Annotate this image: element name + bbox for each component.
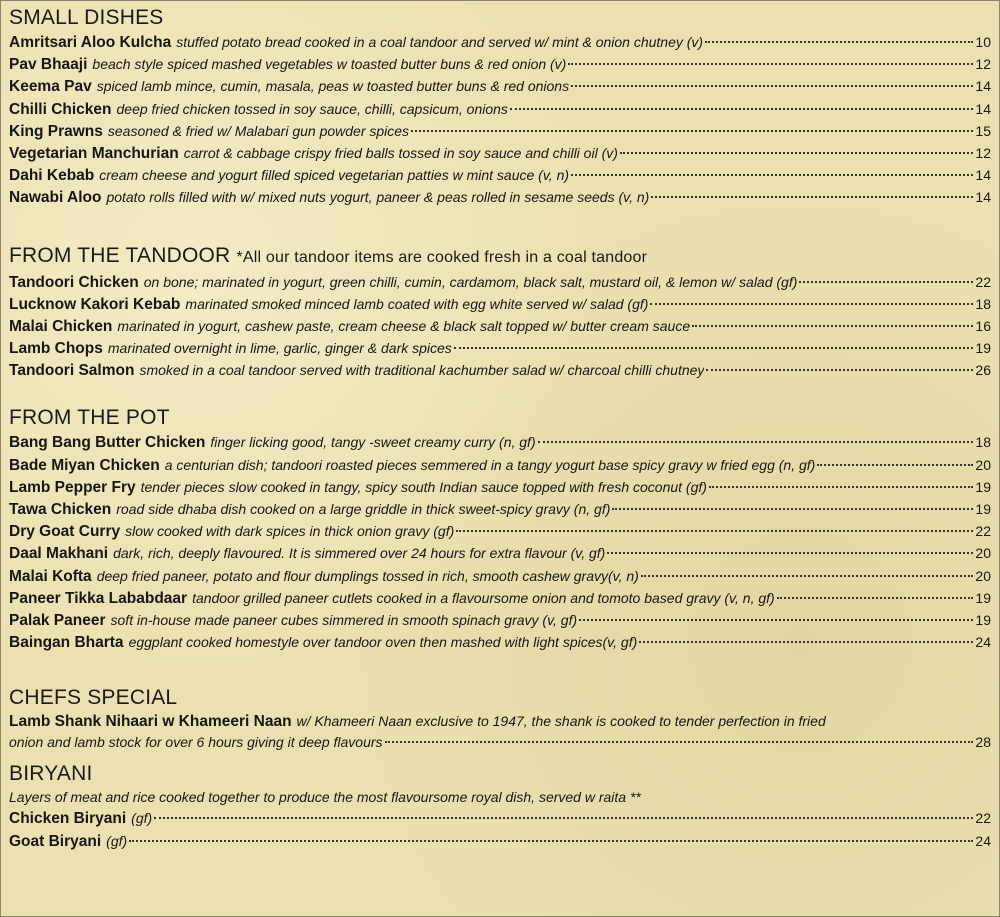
menu-item [9, 120, 991, 142]
item-price: 12 [975, 144, 991, 161]
dot-leader [385, 741, 974, 743]
section-title-tandoor [9, 243, 991, 271]
menu-item [9, 359, 991, 381]
dot-leader [571, 174, 973, 176]
menu-item [9, 609, 991, 631]
dot-leader [706, 369, 973, 371]
item-price: 20 [975, 456, 991, 473]
item-description: (gf) [106, 832, 128, 849]
dot-leader [568, 63, 973, 65]
item-description: on bone; marinated in yogurt, green chilli, cumin, cardamom, black salt, mustard oil, & lemon w/ salad (gf) [143, 273, 798, 290]
item-price: 24 [975, 634, 991, 651]
item-price: 10 [975, 34, 991, 50]
item-description: road side dhaba dish cooked on a large griddle in thick sweet-spicy gravy (n, gf) [116, 501, 611, 517]
dot-leader [607, 552, 973, 554]
item-name: Lucknow Kakori Kebab [9, 295, 181, 313]
item-description: stuffed potato bread cooked in a coal tandoor and served w/ mint & onion chutney (v) [176, 34, 704, 50]
item-name: Pav Bhaaji [9, 56, 88, 74]
menu-item [9, 142, 991, 164]
biryani-intro: Layers of meat and rice cooked together to produce the most flavoursome royal dish, served w raita ** [9, 789, 641, 806]
dot-leader [510, 108, 973, 110]
item-description: seasoned & fried w/ Malabari gun powder spices [107, 122, 410, 139]
item-price: 18 [975, 434, 991, 451]
menu-item [9, 807, 991, 829]
item-description: cream cheese and yogurt filled spiced vegetarian patties w mint sauce (v, n) [99, 167, 570, 184]
item-name: Baingan Bharta [9, 634, 124, 652]
item-price: 19 [975, 501, 991, 517]
item-name: Dahi Kebab [9, 167, 95, 185]
item-price: 15 [975, 122, 991, 139]
tandoor-list [9, 271, 991, 382]
item-description: deep fried paneer, potato and flour dumplings tossed in rich, smooth cashew gravy(v, n) [96, 567, 639, 584]
menu-item [9, 431, 991, 453]
item-price: 20 [975, 545, 991, 562]
dot-leader [651, 196, 973, 198]
item-name: Malai Kofta [9, 567, 92, 585]
dot-leader [456, 530, 973, 532]
dot-leader [650, 303, 973, 305]
dot-leader [571, 85, 973, 87]
item-name: Amritsari Aloo Kulcha [9, 34, 172, 51]
item-description: carrot & cabbage crispy fried balls tossed in soy sauce and chilli oil (v) [183, 144, 618, 161]
item-price: 19 [975, 611, 991, 628]
item-description: soft in-house made paneer cubes simmered in smooth spinach gravy (v, gf) [110, 611, 578, 628]
menu-item [9, 830, 991, 852]
item-name: Tandoori Salmon [9, 362, 135, 380]
menu-item [9, 337, 991, 359]
dot-leader [620, 152, 974, 154]
item-price: 22 [975, 523, 991, 540]
item-description: a centurian dish; tandoori roasted pieces semmered in a tangy yogurt base spicy gravy w fried egg (n, gf) [164, 456, 816, 473]
item-price: 14 [975, 167, 991, 184]
menu-item [9, 498, 991, 520]
pot-list [9, 431, 991, 653]
dot-leader [705, 41, 973, 43]
dot-leader [579, 619, 973, 621]
item-description: tender pieces slow cooked in tangy, spicy south Indian sauce topped with fresh coconut (gf) [140, 478, 707, 495]
dot-leader [692, 325, 973, 327]
item-description: eggplant cooked homestyle over tandoor oven then mashed with light spices(v, gf) [128, 634, 638, 651]
menu-item [9, 186, 991, 208]
item-name: Palak Paneer [9, 611, 106, 629]
item-price: 19 [975, 340, 991, 357]
small-dishes-list [9, 31, 991, 209]
tandoor-note: *All our tandoor items are cooked fresh in a coal tandoor [236, 248, 648, 266]
item-name: Lamb Shank Nihaari w Khameeri Naan [9, 713, 292, 731]
item-description: smoked in a coal tandoor served with traditional kachumber salad w/ charcoal chilli chutney [139, 362, 705, 379]
menu-item [9, 454, 991, 476]
item-price: 24 [975, 832, 991, 849]
item-name: Chilli Chicken [9, 100, 112, 118]
item-name: Paneer Tikka Lababdaar [9, 589, 188, 607]
menu-item [9, 75, 991, 97]
menu-item [9, 631, 991, 653]
item-name: Tawa Chicken [9, 501, 112, 518]
item-name: Nawabi Aloo [9, 189, 102, 207]
item-price: 12 [975, 56, 991, 73]
item-price: 19 [975, 478, 991, 495]
item-description-cont: onion and lamb stock for over 6 hours giving it deep flavours [9, 734, 383, 751]
item-description: marinated overnight in lime, garlic, ginger & dark spices [107, 340, 452, 357]
item-price: 19 [975, 589, 991, 606]
item-price: 14 [975, 100, 991, 117]
item-name: Goat Biryani [9, 832, 102, 850]
item-name: Dry Goat Curry [9, 523, 121, 541]
item-description: finger licking good, tangy -sweet creamy curry (n, gf) [210, 434, 536, 451]
item-price: 18 [975, 295, 991, 312]
tandoor-title: FROM THE TANDOOR [9, 243, 231, 267]
item-description: beach style spiced mashed vegetables w toasted butter buns & red onion (v) [92, 56, 567, 73]
item-price: 14 [975, 78, 991, 95]
menu-item [9, 293, 991, 315]
item-price: 22 [975, 810, 991, 827]
section-title-small-dishes: SMALL DISHES [9, 6, 164, 29]
item-price: 26 [975, 362, 991, 379]
dot-leader [612, 508, 973, 510]
item-price: 22 [975, 273, 991, 290]
dot-leader [817, 464, 973, 466]
item-description: (gf) [131, 810, 153, 827]
item-name: Chicken Biryani [9, 810, 127, 828]
item-name: Lamb Chops [9, 340, 103, 358]
menu-item [9, 31, 991, 53]
section-title-chefs-special: CHEFS SPECIAL [9, 686, 178, 710]
menu-item [9, 520, 991, 542]
dot-leader [538, 441, 974, 443]
item-name: Daal Makhani [9, 545, 109, 563]
menu-item [9, 587, 991, 609]
item-name: Vegetarian Manchurian [9, 144, 179, 162]
menu-item [9, 711, 991, 753]
item-name: Bade Miyan Chicken [9, 456, 160, 474]
dot-leader [639, 641, 973, 643]
menu-item [9, 542, 991, 564]
menu-item [9, 476, 991, 498]
item-description: marinated smoked minced lamb coated with egg white served w/ salad (gf) [185, 295, 649, 312]
dot-leader [411, 130, 973, 132]
section-title-pot: FROM THE POT [9, 406, 170, 430]
dot-leader [641, 575, 974, 577]
dot-leader [454, 347, 974, 349]
item-description: marinated in yogurt, cashew paste, cream cheese & black salt topped w/ butter cream sauce [117, 317, 691, 334]
dot-leader [777, 597, 974, 599]
menu-item [9, 271, 991, 293]
menu-item [9, 565, 991, 587]
dot-leader [799, 281, 973, 283]
item-description: potato rolls filled with w/ mixed nuts yogurt, paneer & peas rolled in sesame seeds (v, n) [106, 189, 650, 206]
item-description: slow cooked with dark spices in thick onion gravy (gf) [125, 523, 455, 540]
dot-leader [129, 840, 973, 842]
item-name: Tandoori Chicken [9, 273, 139, 291]
item-description: dark, rich, deeply flavoured. It is simmered over 24 hours for extra flavour (v, gf) [113, 545, 606, 562]
item-name: Keema Pav [9, 78, 92, 96]
item-description: w/ Khameeri Naan exclusive to 1947, the shank is cooked to tender perfection in fried [296, 713, 826, 730]
menu-item [9, 98, 991, 120]
item-name: Malai Chicken [9, 317, 113, 335]
item-price: 16 [975, 317, 991, 334]
menu-item [9, 53, 991, 75]
item-description: deep fried chicken tossed in soy sauce, chilli, capsicum, onions [116, 100, 508, 117]
item-name: King Prawns [9, 122, 103, 140]
item-price: 14 [975, 189, 991, 206]
menu-item [9, 164, 991, 186]
item-price: 20 [975, 567, 991, 584]
item-price: 28 [975, 734, 991, 751]
item-description: spiced lamb mince, cumin, masala, peas w toasted butter buns & red onions [96, 78, 570, 95]
section-title-biryani: BIRYANI [9, 762, 93, 786]
item-name: Lamb Pepper Fry [9, 478, 136, 496]
menu-item [9, 315, 991, 337]
biryani-list [9, 807, 991, 851]
item-description: tandoor grilled paneer cutlets cooked in a flavoursome onion and tomoto based gravy (v, n, gf) [192, 589, 775, 606]
item-name: Bang Bang Butter Chicken [9, 434, 206, 452]
dot-leader [709, 486, 974, 488]
dot-leader [154, 817, 973, 819]
